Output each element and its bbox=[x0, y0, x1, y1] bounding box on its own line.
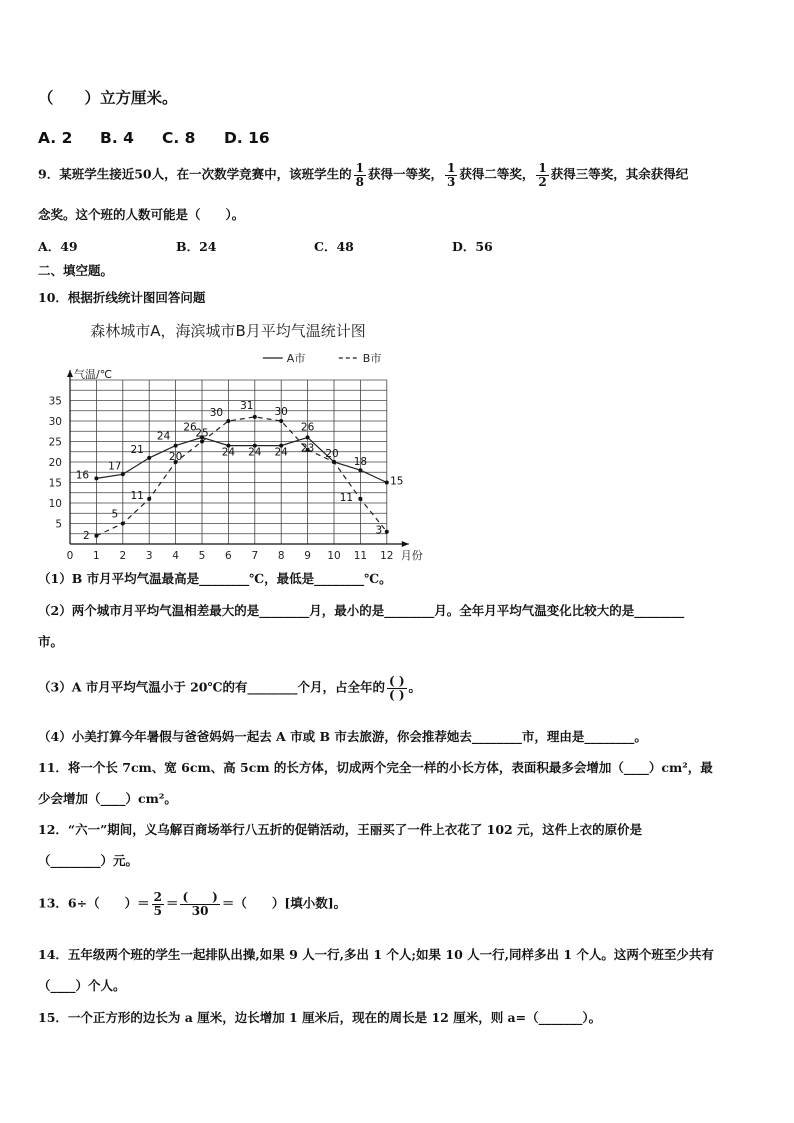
q8-option-c[interactable]: C. 8 bbox=[162, 129, 196, 147]
data-label: 18 bbox=[353, 456, 368, 469]
q9-line1 bbox=[38, 162, 688, 188]
q9-fraction-1: $\frac{1}{8}$ bbox=[355, 161, 364, 189]
data-label: 24 bbox=[221, 446, 236, 459]
data-label: 21 bbox=[130, 443, 144, 456]
data-label: 25 bbox=[195, 427, 209, 440]
data-point bbox=[358, 497, 362, 501]
data-label: 3 bbox=[375, 524, 383, 537]
y-tick-label: 35 bbox=[48, 395, 62, 408]
x-tick-label: 1 bbox=[93, 550, 100, 562]
data-point bbox=[121, 522, 125, 526]
data-label: 24 bbox=[248, 446, 262, 459]
data-label: 5 bbox=[111, 508, 119, 521]
line-chart bbox=[40, 316, 460, 566]
data-label: 16 bbox=[75, 469, 90, 482]
data-label: 11 bbox=[130, 489, 144, 502]
q13-fraction-1: $\frac{2}{5}$ bbox=[153, 890, 162, 918]
y-tick-label: 30 bbox=[48, 416, 62, 428]
x-tick-label: 2 bbox=[119, 550, 127, 562]
data-label: 30 bbox=[209, 407, 224, 419]
q9-option-b[interactable]: B．24 bbox=[176, 239, 217, 254]
x-tick-label: 11 bbox=[353, 550, 368, 562]
y-axis-label: 气温/℃ bbox=[74, 368, 113, 381]
q10-sub3-fraction: $\frac{( )}{( )}$ bbox=[388, 674, 405, 702]
q10-sub3-text: （3）A 市月平均气温小于 20℃的有________个月，占全年的 bbox=[38, 679, 385, 695]
x-axis-arrow-icon bbox=[402, 541, 409, 547]
data-point bbox=[385, 481, 389, 485]
y-tick-label: 10 bbox=[48, 498, 62, 510]
q12-line2: （________）元。 bbox=[38, 853, 139, 868]
q10-sub3-end: 。 bbox=[408, 679, 422, 695]
data-label: 17 bbox=[108, 460, 122, 473]
q13-fraction-2: $\frac{( )}{30}$ bbox=[182, 890, 218, 918]
q13-eq: ＝ bbox=[165, 895, 179, 911]
legend-label-a: A市 bbox=[286, 352, 306, 365]
data-label: 15 bbox=[390, 475, 404, 488]
q11-line1: 11．将一个长 7cm、宽 6cm、高 5cm 的长方体，切成两个完全一样的小长方体，表面积最多会增加（____）cm²，最 bbox=[38, 760, 713, 775]
y-tick-label: 15 bbox=[48, 477, 62, 490]
chart-title: 森林城市A，海滨城市B月平均气温统计图 bbox=[90, 322, 366, 340]
q9-option-a[interactable]: A．49 bbox=[38, 239, 78, 254]
q9-options bbox=[38, 241, 493, 254]
x-tick-label: 4 bbox=[172, 550, 179, 562]
legend-label-b: B市 bbox=[362, 352, 382, 365]
q15-line1: 15．一个正方形的边长为 a 厘米，边长增加 1 厘米后，现在的周长是 12 厘米，则 a=（_______）。 bbox=[38, 1010, 602, 1025]
q13 bbox=[38, 891, 346, 917]
data-label: 2 bbox=[83, 529, 90, 542]
q9-fraction-2: $\frac{1}{3}$ bbox=[446, 161, 456, 189]
data-point bbox=[385, 530, 389, 534]
data-label: 11 bbox=[339, 491, 354, 504]
q9-fraction-3: $\frac{1}{2}$ bbox=[538, 161, 547, 189]
y-tick-label: 25 bbox=[48, 436, 62, 449]
data-point bbox=[358, 468, 362, 472]
data-point bbox=[306, 435, 310, 439]
q9-mid3: 获得三等奖，其余获得纪 bbox=[550, 166, 689, 182]
data-label: 23 bbox=[300, 442, 315, 455]
y-tick-label: 20 bbox=[48, 457, 62, 469]
q10-title: 10．根据折线统计图回答问题 bbox=[38, 290, 206, 305]
x-tick-label: 0 bbox=[66, 550, 74, 562]
chart-ticks bbox=[49, 396, 394, 563]
data-point bbox=[94, 476, 98, 480]
x-tick-label: 9 bbox=[304, 550, 311, 562]
x-tick-label: 3 bbox=[145, 550, 153, 562]
q9-mid2: 获得二等奖， bbox=[459, 166, 535, 182]
data-point bbox=[174, 444, 178, 448]
data-point bbox=[332, 460, 336, 464]
data-point bbox=[200, 440, 204, 444]
q8-tail: （ ）立方厘米。 bbox=[38, 88, 178, 107]
data-label: 31 bbox=[240, 399, 254, 412]
q14-line1: 14．五年级两个班的学生一起排队出操,如果 9 人一行,多出 1 个人;如果 10 人一行,同样多出 1 个人。这两个班至少共有 bbox=[38, 947, 714, 962]
data-label: 24 bbox=[274, 446, 288, 459]
data-point bbox=[279, 419, 283, 423]
q14-line2: （____）个人。 bbox=[38, 978, 126, 993]
q9-line2: 念奖。这个班的人数可能是（ ）。 bbox=[38, 207, 245, 222]
q8-option-a[interactable]: A. 2 bbox=[38, 129, 73, 147]
x-tick-label: 6 bbox=[225, 550, 232, 562]
data-label: 20 bbox=[325, 448, 339, 460]
y-axis-arrow-icon bbox=[67, 370, 73, 377]
x-tick-label: 5 bbox=[198, 550, 206, 562]
q9-mid1: 获得一等奖， bbox=[367, 166, 443, 182]
q12-line1: 12．“六一”期间，义乌解百商场举行八五折的促销活动，王丽买了一件上衣花了 102 元，这件上衣的原价是 bbox=[38, 822, 643, 837]
x-axis-label: 月份 bbox=[400, 549, 423, 562]
data-label: 24 bbox=[156, 430, 171, 443]
x-tick-label: 7 bbox=[251, 550, 259, 562]
q13-prefix: 13．6÷（ ）＝ bbox=[38, 895, 150, 911]
data-label: 30 bbox=[274, 406, 288, 418]
section-heading: 二、填空题。 bbox=[38, 263, 114, 278]
x-tick-label: 12 bbox=[380, 550, 394, 562]
data-point bbox=[94, 534, 98, 538]
q9-prefix: 9．某班学生接近50人，在一次数学竞赛中，该班学生的 bbox=[38, 166, 352, 182]
series-line-b bbox=[96, 417, 386, 536]
data-point bbox=[226, 419, 230, 423]
data-point bbox=[147, 497, 151, 501]
data-label: 26 bbox=[183, 421, 197, 434]
q8-options bbox=[38, 131, 270, 147]
q10-sub2-line2: 市。 bbox=[38, 634, 64, 649]
q10-sub3 bbox=[38, 675, 421, 701]
x-tick-label: 10 bbox=[327, 550, 341, 562]
data-point bbox=[121, 472, 125, 476]
q11-line2: 少会增加（____）cm²。 bbox=[38, 791, 177, 806]
q10-sub4: （4）小美打算今年暑假与爸爸妈妈一起去 A 市或 B 市去旅游，你会推荐她去________市，理由是________。 bbox=[38, 729, 647, 744]
q10-sub2-line1: （2）两个城市月平均气温相差最大的是________月，最小的是________月。全年月平均气温变化比较大的是________ bbox=[38, 603, 685, 618]
data-point bbox=[147, 456, 151, 460]
data-label: 20 bbox=[168, 451, 183, 463]
chart-legend bbox=[263, 352, 382, 365]
q13-suffix: ＝（ ）[填小数]。 bbox=[221, 895, 347, 911]
data-label: 26 bbox=[300, 421, 315, 434]
q9-option-c[interactable]: C．48 bbox=[314, 239, 354, 254]
x-tick-label: 8 bbox=[277, 550, 285, 562]
q8-option-d[interactable]: D. 16 bbox=[224, 129, 270, 147]
q9-option-d[interactable]: D．56 bbox=[452, 239, 493, 254]
q10-sub1: （1）B 市月平均气温最高是________℃，最低是________℃。 bbox=[38, 571, 392, 586]
y-tick-label: 5 bbox=[55, 518, 62, 531]
q8-option-b[interactable]: B. 4 bbox=[100, 129, 134, 147]
data-point bbox=[253, 415, 257, 419]
